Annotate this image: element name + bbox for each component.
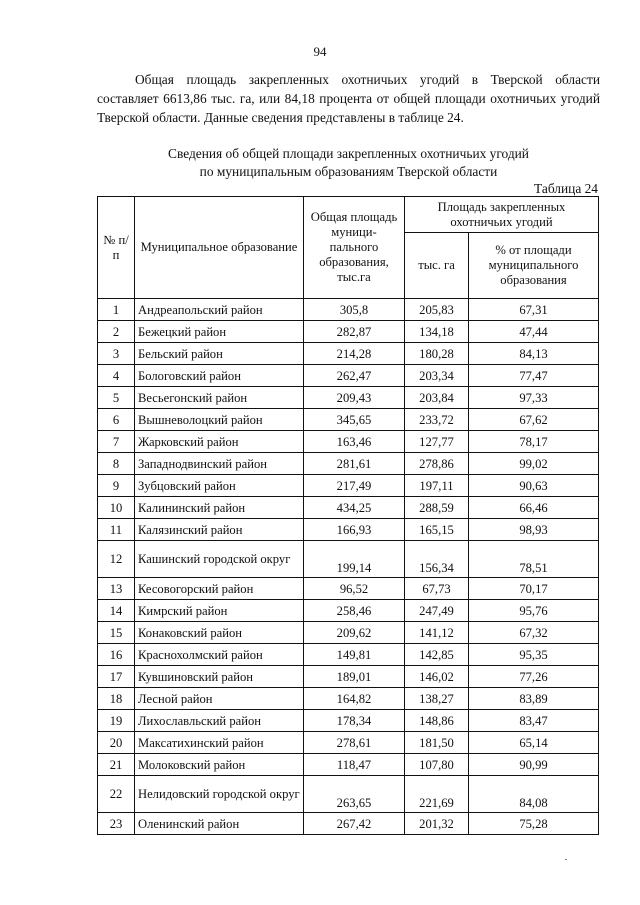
total-area: 163,46 — [304, 431, 405, 453]
assigned-percent: 67,32 — [469, 622, 599, 644]
assigned-percent: 47,44 — [469, 321, 599, 343]
total-area: 263,65 — [304, 776, 405, 813]
table-row — [98, 365, 599, 387]
municipality-name: Молоковский район — [135, 754, 304, 776]
assigned-area: 181,50 — [405, 732, 469, 754]
table-row — [98, 409, 599, 431]
municipality-name: Вышневолоцкий район — [135, 409, 304, 431]
table-label: Таблица 24 — [534, 181, 598, 196]
caption-line-2: по муниципальным образованиям Тверской области — [199, 164, 498, 179]
total-area: 267,42 — [304, 813, 405, 835]
assigned-area: 233,72 — [405, 409, 469, 431]
assigned-area: 146,02 — [405, 666, 469, 688]
total-area: 189,01 — [304, 666, 405, 688]
table-row — [98, 475, 599, 497]
table-row — [98, 622, 599, 644]
assigned-percent: 75,28 — [469, 813, 599, 835]
total-area: 262,47 — [304, 365, 405, 387]
municipality-name: Кувшиновский район — [135, 666, 304, 688]
row-number: 1 — [98, 299, 135, 321]
municipality-name: Кимрский район — [135, 600, 304, 622]
scan-mark — [565, 859, 567, 860]
assigned-percent: 98,93 — [469, 519, 599, 541]
table-row — [98, 666, 599, 688]
assigned-percent: 84,08 — [469, 776, 599, 813]
total-area: 214,28 — [304, 343, 405, 365]
row-number: 14 — [98, 600, 135, 622]
table-row — [98, 710, 599, 732]
assigned-area: 134,18 — [405, 321, 469, 343]
municipality-name: Андреапольский район — [135, 299, 304, 321]
total-area: 345,65 — [304, 409, 405, 431]
table-row — [98, 387, 599, 409]
assigned-area: 201,32 — [405, 813, 469, 835]
municipality-name: Нелидовский городской округ — [135, 776, 304, 813]
table-header — [98, 197, 599, 299]
assigned-percent: 77,26 — [469, 666, 599, 688]
municipality-name: Лихославльский район — [135, 710, 304, 732]
municipality-name: Зубцовский район — [135, 475, 304, 497]
municipality-name: Бежецкий район — [135, 321, 304, 343]
row-number: 6 — [98, 409, 135, 431]
table-row — [98, 732, 599, 754]
total-area: 118,47 — [304, 754, 405, 776]
row-number: 13 — [98, 578, 135, 600]
assigned-percent: 83,47 — [469, 710, 599, 732]
table-row — [98, 497, 599, 519]
table-row — [98, 600, 599, 622]
municipality-name: Конаковский район — [135, 622, 304, 644]
header-assigned-area-group: Площадь закрепленных охотничьих угодий — [405, 197, 599, 233]
municipality-name: Бельский район — [135, 343, 304, 365]
table-row — [98, 321, 599, 343]
assigned-area: 148,86 — [405, 710, 469, 732]
table-row — [98, 299, 599, 321]
assigned-area: 247,49 — [405, 600, 469, 622]
municipality-name: Бологовский район — [135, 365, 304, 387]
row-number: 17 — [98, 666, 135, 688]
municipality-name: Лесной район — [135, 688, 304, 710]
assigned-area: 141,12 — [405, 622, 469, 644]
intro-paragraph — [97, 70, 600, 127]
municipality-name: Западнодвинский район — [135, 453, 304, 475]
assigned-area: 221,69 — [405, 776, 469, 813]
municipality-name: Краснохолмский район — [135, 644, 304, 666]
table-row — [98, 343, 599, 365]
row-number: 18 — [98, 688, 135, 710]
total-area: 217,49 — [304, 475, 405, 497]
assigned-area: 203,34 — [405, 365, 469, 387]
total-area: 281,61 — [304, 453, 405, 475]
row-number: 11 — [98, 519, 135, 541]
assigned-area: 142,85 — [405, 644, 469, 666]
assigned-percent: 90,63 — [469, 475, 599, 497]
municipality-name: Оленинский район — [135, 813, 304, 835]
row-number: 12 — [98, 541, 135, 578]
assigned-percent: 65,14 — [469, 732, 599, 754]
assigned-area: 203,84 — [405, 387, 469, 409]
assigned-percent: 78,51 — [469, 541, 599, 578]
municipality-name: Максатихинский район — [135, 732, 304, 754]
total-area: 434,25 — [304, 497, 405, 519]
total-area: 305,8 — [304, 299, 405, 321]
assigned-percent: 99,02 — [469, 453, 599, 475]
assigned-area: 278,86 — [405, 453, 469, 475]
header-percent: % от площади муниципального образования — [469, 233, 599, 299]
municipality-name: Весьегонский район — [135, 387, 304, 409]
header-thousand-ha: тыс. га — [405, 233, 469, 299]
page-number: 94 — [313, 44, 327, 59]
total-area: 164,82 — [304, 688, 405, 710]
assigned-area: 67,73 — [405, 578, 469, 600]
assigned-area: 156,34 — [405, 541, 469, 578]
assigned-area: 138,27 — [405, 688, 469, 710]
assigned-area: 197,11 — [405, 475, 469, 497]
table-row — [98, 644, 599, 666]
assigned-percent: 84,13 — [469, 343, 599, 365]
header-total-area: Общая площадь муници-пального образования, тыс.га — [304, 197, 405, 299]
header-num: № п/п — [98, 197, 135, 299]
header-municipality: Муниципальное образование — [135, 197, 304, 299]
intro-text: Общая площадь закрепленных охотничьих угодий в Тверской области составляет 6613,86 тыс. га, или 84,18 процента от общей площади охотничьих угодий Тверской области. Данные сведения представлены в таблице 24. — [97, 72, 600, 125]
assigned-area: 127,77 — [405, 431, 469, 453]
assigned-percent: 95,76 — [469, 600, 599, 622]
row-number: 10 — [98, 497, 135, 519]
municipality-name: Кашинский городской округ — [135, 541, 304, 578]
total-area: 258,46 — [304, 600, 405, 622]
total-area: 96,52 — [304, 578, 405, 600]
assigned-area: 205,83 — [405, 299, 469, 321]
table-row — [98, 578, 599, 600]
row-number: 2 — [98, 321, 135, 343]
assigned-percent: 78,17 — [469, 431, 599, 453]
row-number: 19 — [98, 710, 135, 732]
table-row — [98, 776, 599, 813]
table-body — [98, 299, 599, 835]
table-caption — [97, 145, 600, 181]
table-row — [98, 688, 599, 710]
row-number: 9 — [98, 475, 135, 497]
total-area: 178,34 — [304, 710, 405, 732]
total-area: 278,61 — [304, 732, 405, 754]
assigned-percent: 66,46 — [469, 497, 599, 519]
total-area: 282,87 — [304, 321, 405, 343]
total-area: 209,62 — [304, 622, 405, 644]
table-row — [98, 431, 599, 453]
total-area: 199,14 — [304, 541, 405, 578]
row-number: 15 — [98, 622, 135, 644]
row-number: 3 — [98, 343, 135, 365]
assigned-percent: 67,31 — [469, 299, 599, 321]
assigned-percent: 97,33 — [469, 387, 599, 409]
total-area: 149,81 — [304, 644, 405, 666]
table-row — [98, 541, 599, 578]
row-number: 8 — [98, 453, 135, 475]
assigned-area: 180,28 — [405, 343, 469, 365]
total-area: 209,43 — [304, 387, 405, 409]
municipality-name: Калининский район — [135, 497, 304, 519]
row-number: 23 — [98, 813, 135, 835]
municipality-name: Жарковский район — [135, 431, 304, 453]
row-number: 22 — [98, 776, 135, 813]
municipal-hunting-area-table — [97, 196, 599, 835]
table-row — [98, 519, 599, 541]
assigned-percent: 77,47 — [469, 365, 599, 387]
assigned-area: 107,80 — [405, 754, 469, 776]
table-row — [98, 453, 599, 475]
municipality-name: Калязинский район — [135, 519, 304, 541]
caption-line-1: Сведения об общей площади закрепленных охотничьих угодий — [168, 146, 529, 161]
assigned-percent: 70,17 — [469, 578, 599, 600]
assigned-percent: 83,89 — [469, 688, 599, 710]
table-row — [98, 754, 599, 776]
assigned-percent: 90,99 — [469, 754, 599, 776]
total-area: 166,93 — [304, 519, 405, 541]
assigned-percent: 95,35 — [469, 644, 599, 666]
assigned-percent: 67,62 — [469, 409, 599, 431]
municipality-name: Кесовогорский район — [135, 578, 304, 600]
assigned-area: 288,59 — [405, 497, 469, 519]
table-row — [98, 813, 599, 835]
row-number: 5 — [98, 387, 135, 409]
row-number: 7 — [98, 431, 135, 453]
assigned-area: 165,15 — [405, 519, 469, 541]
row-number: 20 — [98, 732, 135, 754]
row-number: 21 — [98, 754, 135, 776]
row-number: 16 — [98, 644, 135, 666]
row-number: 4 — [98, 365, 135, 387]
